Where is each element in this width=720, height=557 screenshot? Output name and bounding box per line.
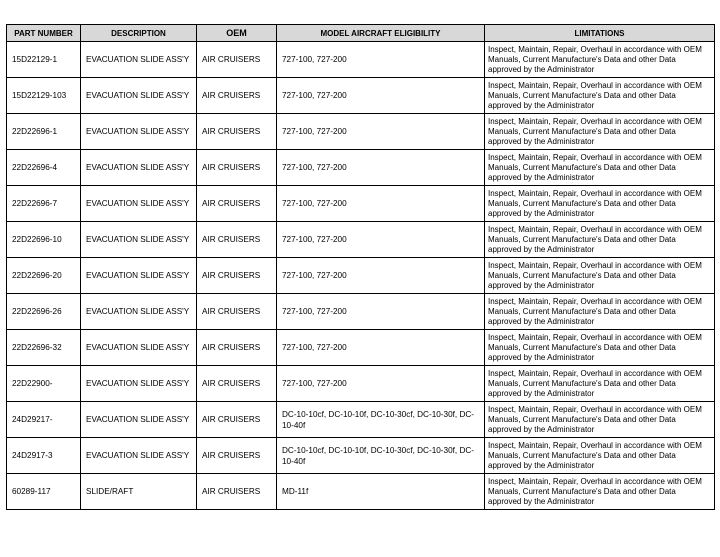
limitations-cell: Inspect, Maintain, Repair, Overhaul in accordance with OEM Manuals, Current Manufacture's Data and other Data approved by the Administrator <box>485 402 715 438</box>
oem-cell: AIR CRUISERS <box>197 222 277 258</box>
model-eligibility-cell: 727-100, 727-200 <box>277 258 485 294</box>
part-number-cell: 22D22696-1 <box>7 114 81 150</box>
table-row <box>7 402 715 438</box>
limitations-cell: Inspect, Maintain, Repair, Overhaul in accordance with OEM Manuals, Current Manufacture's Data and other Data approved by the Administrator <box>485 42 715 78</box>
oem-cell: AIR CRUISERS <box>197 258 277 294</box>
part-number-cell: 22D22696-20 <box>7 258 81 294</box>
table-row <box>7 114 715 150</box>
header-part-number: PART NUMBER <box>7 25 81 42</box>
oem-cell: AIR CRUISERS <box>197 186 277 222</box>
table-row <box>7 150 715 186</box>
oem-cell: AIR CRUISERS <box>197 42 277 78</box>
table-header-row <box>7 25 715 42</box>
model-eligibility-cell: 727-100, 727-200 <box>277 222 485 258</box>
limitations-cell: Inspect, Maintain, Repair, Overhaul in accordance with OEM Manuals, Current Manufacture's Data and other Data approved by the Administrator <box>485 438 715 474</box>
model-eligibility-cell: 727-100, 727-200 <box>277 114 485 150</box>
part-number-cell: 22D22696-26 <box>7 294 81 330</box>
description-cell: EVACUATION SLIDE ASS'Y <box>81 42 197 78</box>
model-eligibility-cell: 727-100, 727-200 <box>277 330 485 366</box>
limitations-cell: Inspect, Maintain, Repair, Overhaul in accordance with OEM Manuals, Current Manufacture's Data and other Data approved by the Administrator <box>485 258 715 294</box>
limitations-cell: Inspect, Maintain, Repair, Overhaul in accordance with OEM Manuals, Current Manufacture's Data and other Data approved by the Administrator <box>485 474 715 510</box>
table-row <box>7 42 715 78</box>
oem-cell: AIR CRUISERS <box>197 438 277 474</box>
model-eligibility-cell: DC-10-10cf, DC-10-10f, DC-10-30cf, DC-10-30f, DC-10-40f <box>277 402 485 438</box>
oem-cell: AIR CRUISERS <box>197 474 277 510</box>
model-eligibility-cell: 727-100, 727-200 <box>277 366 485 402</box>
oem-cell: AIR CRUISERS <box>197 402 277 438</box>
table-row <box>7 330 715 366</box>
part-number-cell: 22D22696-4 <box>7 150 81 186</box>
table-body <box>7 42 715 510</box>
description-cell: EVACUATION SLIDE ASS'Y <box>81 402 197 438</box>
model-eligibility-cell: DC-10-10cf, DC-10-10f, DC-10-30cf, DC-10-30f, DC-10-40f <box>277 438 485 474</box>
description-cell: EVACUATION SLIDE ASS'Y <box>81 114 197 150</box>
oem-cell: AIR CRUISERS <box>197 366 277 402</box>
header-model-eligibility: MODEL AIRCRAFT ELIGIBILITY <box>277 25 485 42</box>
part-number-cell: 24D2917-3 <box>7 438 81 474</box>
limitations-cell: Inspect, Maintain, Repair, Overhaul in accordance with OEM Manuals, Current Manufacture's Data and other Data approved by the Administrator <box>485 330 715 366</box>
table-row <box>7 222 715 258</box>
limitations-cell: Inspect, Maintain, Repair, Overhaul in accordance with OEM Manuals, Current Manufacture's Data and other Data approved by the Administrator <box>485 150 715 186</box>
description-cell: EVACUATION SLIDE ASS'Y <box>81 366 197 402</box>
description-cell: EVACUATION SLIDE ASS'Y <box>81 438 197 474</box>
table-row <box>7 186 715 222</box>
table-row <box>7 294 715 330</box>
limitations-cell: Inspect, Maintain, Repair, Overhaul in accordance with OEM Manuals, Current Manufacture's Data and other Data approved by the Administrator <box>485 186 715 222</box>
description-cell: SLIDE/RAFT <box>81 474 197 510</box>
limitations-cell: Inspect, Maintain, Repair, Overhaul in accordance with OEM Manuals, Current Manufacture's Data and other Data approved by the Administrator <box>485 366 715 402</box>
description-cell: EVACUATION SLIDE ASS'Y <box>81 78 197 114</box>
oem-cell: AIR CRUISERS <box>197 150 277 186</box>
description-cell: EVACUATION SLIDE ASS'Y <box>81 330 197 366</box>
table-row <box>7 438 715 474</box>
limitations-cell: Inspect, Maintain, Repair, Overhaul in accordance with OEM Manuals, Current Manufacture's Data and other Data approved by the Administrator <box>485 78 715 114</box>
model-eligibility-cell: 727-100, 727-200 <box>277 42 485 78</box>
oem-cell: AIR CRUISERS <box>197 330 277 366</box>
model-eligibility-cell: MD-11f <box>277 474 485 510</box>
part-number-cell: 22D22900- <box>7 366 81 402</box>
description-cell: EVACUATION SLIDE ASS'Y <box>81 150 197 186</box>
table-row <box>7 78 715 114</box>
table-row <box>7 366 715 402</box>
header-oem: OEM <box>197 25 277 42</box>
limitations-cell: Inspect, Maintain, Repair, Overhaul in accordance with OEM Manuals, Current Manufacture's Data and other Data approved by the Administrator <box>485 114 715 150</box>
limitations-cell: Inspect, Maintain, Repair, Overhaul in accordance with OEM Manuals, Current Manufacture's Data and other Data approved by the Administrator <box>485 222 715 258</box>
parts-eligibility-table <box>6 24 715 510</box>
oem-cell: AIR CRUISERS <box>197 114 277 150</box>
table-row <box>7 258 715 294</box>
header-limitations: LIMITATIONS <box>485 25 715 42</box>
oem-cell: AIR CRUISERS <box>197 78 277 114</box>
description-cell: EVACUATION SLIDE ASS'Y <box>81 294 197 330</box>
part-number-cell: 22D22696-7 <box>7 186 81 222</box>
limitations-cell: Inspect, Maintain, Repair, Overhaul in accordance with OEM Manuals, Current Manufacture's Data and other Data approved by the Administrator <box>485 294 715 330</box>
oem-cell: AIR CRUISERS <box>197 294 277 330</box>
part-number-cell: 24D29217- <box>7 402 81 438</box>
model-eligibility-cell: 727-100, 727-200 <box>277 186 485 222</box>
part-number-cell: 15D22129-1 <box>7 42 81 78</box>
description-cell: EVACUATION SLIDE ASS'Y <box>81 186 197 222</box>
part-number-cell: 22D22696-32 <box>7 330 81 366</box>
model-eligibility-cell: 727-100, 727-200 <box>277 78 485 114</box>
part-number-cell: 15D22129-103 <box>7 78 81 114</box>
part-number-cell: 22D22696-10 <box>7 222 81 258</box>
model-eligibility-cell: 727-100, 727-200 <box>277 294 485 330</box>
description-cell: EVACUATION SLIDE ASS'Y <box>81 222 197 258</box>
header-description: DESCRIPTION <box>81 25 197 42</box>
description-cell: EVACUATION SLIDE ASS'Y <box>81 258 197 294</box>
part-number-cell: 60289-117 <box>7 474 81 510</box>
model-eligibility-cell: 727-100, 727-200 <box>277 150 485 186</box>
table-row <box>7 474 715 510</box>
